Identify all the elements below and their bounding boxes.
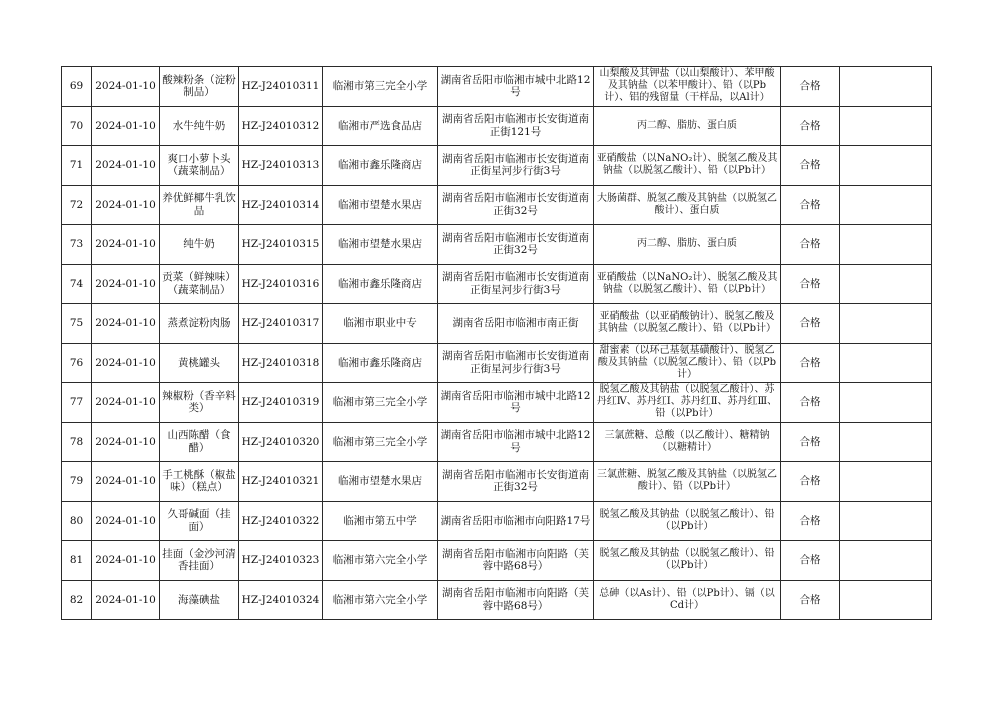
cell-result: 合格 bbox=[781, 541, 840, 581]
cell-result: 合格 bbox=[781, 462, 840, 502]
cell-remark bbox=[840, 185, 932, 225]
cell-test-items: 亚硝酸盐（以NaNO₂计）、脱氢乙酸及其钠盐（以脱氢乙酸计）、铅（以Pb计） bbox=[594, 264, 781, 304]
cell-test-items: 总砷（以As计）、铅（以Pb计）、镉（以Cd计） bbox=[594, 580, 781, 620]
table-row bbox=[62, 462, 932, 502]
cell-product-name: 水牛纯牛奶 bbox=[160, 106, 239, 146]
cell-sampling-date: 2024-01-10 bbox=[92, 541, 160, 581]
cell-product-name: 酸辣粉条（淀粉制品） bbox=[160, 67, 239, 107]
cell-product-name: 黄桃罐头 bbox=[160, 343, 239, 383]
cell-sampling-date: 2024-01-10 bbox=[92, 185, 160, 225]
cell-sample-code: HZ-J24010317 bbox=[239, 304, 323, 344]
cell-sampled-unit: 临湘市鑫乐隆商店 bbox=[323, 343, 438, 383]
cell-address: 湖南省岳阳市临湘市南正街 bbox=[438, 304, 594, 344]
cell-sampling-date: 2024-01-10 bbox=[92, 146, 160, 186]
cell-sample-code: HZ-J24010320 bbox=[239, 422, 323, 462]
cell-product-name: 蒸煮淀粉肉肠 bbox=[160, 304, 239, 344]
cell-remark bbox=[840, 225, 932, 265]
cell-product-name: 养优鲜椰牛乳饮品 bbox=[160, 185, 239, 225]
table-row bbox=[62, 146, 932, 186]
cell-result: 合格 bbox=[781, 264, 840, 304]
cell-sample-code: HZ-J24010324 bbox=[239, 580, 323, 620]
cell-remark bbox=[840, 146, 932, 186]
cell-serial-number: 69 bbox=[62, 67, 92, 107]
cell-remark bbox=[840, 304, 932, 344]
cell-sample-code: HZ-J24010315 bbox=[239, 225, 323, 265]
cell-address: 湖南省岳阳市临湘市长安街道南正街32号 bbox=[438, 185, 594, 225]
table-row bbox=[62, 501, 932, 541]
cell-sampling-date: 2024-01-10 bbox=[92, 462, 160, 502]
cell-product-name: 手工桃酥（椒盐味）（糕点） bbox=[160, 462, 239, 502]
cell-result: 合格 bbox=[781, 304, 840, 344]
cell-result: 合格 bbox=[781, 501, 840, 541]
cell-serial-number: 81 bbox=[62, 541, 92, 581]
cell-test-items: 甜蜜素（以环己基氨基磺酸计）、脱氢乙酸及其钠盐（以脱氢乙酸计）、铅（以Pb计） bbox=[594, 343, 781, 383]
cell-sampling-date: 2024-01-10 bbox=[92, 343, 160, 383]
cell-remark bbox=[840, 106, 932, 146]
cell-serial-number: 74 bbox=[62, 264, 92, 304]
cell-remark bbox=[840, 501, 932, 541]
cell-product-name: 纯牛奶 bbox=[160, 225, 239, 265]
cell-sampled-unit: 临湘市职业中专 bbox=[323, 304, 438, 344]
cell-sample-code: HZ-J24010311 bbox=[239, 67, 323, 107]
cell-serial-number: 80 bbox=[62, 501, 92, 541]
cell-sample-code: HZ-J24010323 bbox=[239, 541, 323, 581]
inspection-results-table bbox=[61, 66, 932, 620]
cell-address: 湖南省岳阳市临湘市向阳路17号 bbox=[438, 501, 594, 541]
cell-result: 合格 bbox=[781, 185, 840, 225]
cell-product-name: 海藻碘盐 bbox=[160, 580, 239, 620]
cell-sampling-date: 2024-01-10 bbox=[92, 304, 160, 344]
cell-serial-number: 71 bbox=[62, 146, 92, 186]
cell-remark bbox=[840, 422, 932, 462]
table-row bbox=[62, 541, 932, 581]
cell-sampled-unit: 临湘市第三完全小学 bbox=[323, 67, 438, 107]
cell-sample-code: HZ-J24010313 bbox=[239, 146, 323, 186]
cell-product-name: 爽口小萝卜头（蔬菜制品） bbox=[160, 146, 239, 186]
cell-sampled-unit: 临湘市第六完全小学 bbox=[323, 580, 438, 620]
cell-test-items: 亚硝酸盐（以NaNO₂计）、脱氢乙酸及其钠盐（以脱氢乙酸计）、铅（以Pb计） bbox=[594, 146, 781, 186]
table-row bbox=[62, 304, 932, 344]
cell-sampled-unit: 临湘市望楚水果店 bbox=[323, 225, 438, 265]
cell-sampled-unit: 临湘市望楚水果店 bbox=[323, 462, 438, 502]
cell-test-items: 脱氢乙酸及其钠盐（以脱氢乙酸计）、铅（以Pb计） bbox=[594, 541, 781, 581]
cell-remark bbox=[840, 580, 932, 620]
cell-serial-number: 76 bbox=[62, 343, 92, 383]
cell-sample-code: HZ-J24010316 bbox=[239, 264, 323, 304]
cell-serial-number: 72 bbox=[62, 185, 92, 225]
cell-product-name: 久哥碱面（挂面） bbox=[160, 501, 239, 541]
cell-sampling-date: 2024-01-10 bbox=[92, 580, 160, 620]
cell-sampling-date: 2024-01-10 bbox=[92, 264, 160, 304]
cell-result: 合格 bbox=[781, 422, 840, 462]
cell-sampling-date: 2024-01-10 bbox=[92, 106, 160, 146]
cell-address: 湖南省岳阳市临湘市长安街道南正街星河步行街3号 bbox=[438, 146, 594, 186]
cell-serial-number: 82 bbox=[62, 580, 92, 620]
cell-serial-number: 70 bbox=[62, 106, 92, 146]
cell-product-name: 贡菜（鲜辣味）（蔬菜制品） bbox=[160, 264, 239, 304]
cell-address: 湖南省岳阳市临湘市长安街道南正街121号 bbox=[438, 106, 594, 146]
cell-result: 合格 bbox=[781, 67, 840, 107]
cell-serial-number: 78 bbox=[62, 422, 92, 462]
cell-serial-number: 73 bbox=[62, 225, 92, 265]
cell-remark bbox=[840, 264, 932, 304]
cell-sampled-unit: 临湘市鑫乐隆商店 bbox=[323, 264, 438, 304]
cell-test-items: 脱氢乙酸及其钠盐（以脱氢乙酸计）、铅（以Pb计） bbox=[594, 501, 781, 541]
cell-sample-code: HZ-J24010312 bbox=[239, 106, 323, 146]
cell-product-name: 辣椒粉（香辛料类） bbox=[160, 383, 239, 423]
cell-result: 合格 bbox=[781, 106, 840, 146]
cell-test-items: 丙二醇、脂肪、蛋白质 bbox=[594, 106, 781, 146]
cell-address: 湖南省岳阳市临湘市长安街道南正街32号 bbox=[438, 225, 594, 265]
cell-result: 合格 bbox=[781, 225, 840, 265]
table-row bbox=[62, 383, 932, 423]
cell-sample-code: HZ-J24010318 bbox=[239, 343, 323, 383]
table-row bbox=[62, 67, 932, 107]
cell-address: 湖南省岳阳市临湘市长安街道南正街32号 bbox=[438, 462, 594, 502]
cell-product-name: 山西陈醋（食醋） bbox=[160, 422, 239, 462]
table-row bbox=[62, 225, 932, 265]
cell-sampled-unit: 临湘市望楚水果店 bbox=[323, 185, 438, 225]
table-row bbox=[62, 343, 932, 383]
cell-address: 湖南省岳阳市临湘市城中北路12号 bbox=[438, 67, 594, 107]
cell-remark bbox=[840, 343, 932, 383]
cell-address: 湖南省岳阳市临湘市向阳路（芙蓉中路68号） bbox=[438, 580, 594, 620]
cell-result: 合格 bbox=[781, 146, 840, 186]
table-body bbox=[62, 67, 932, 620]
cell-serial-number: 77 bbox=[62, 383, 92, 423]
cell-test-items: 山梨酸及其钾盐（以山梨酸计）、苯甲酸及其钠盐（以苯甲酸计）、铅（以Pb计）、铝的残留量（干样品，以Al计） bbox=[594, 67, 781, 107]
cell-address: 湖南省岳阳市临湘市长安街道南正街星河步行街3号 bbox=[438, 264, 594, 304]
cell-sample-code: HZ-J24010314 bbox=[239, 185, 323, 225]
cell-sampled-unit: 临湘市第六完全小学 bbox=[323, 541, 438, 581]
cell-sampled-unit: 临湘市第三完全小学 bbox=[323, 422, 438, 462]
cell-result: 合格 bbox=[781, 580, 840, 620]
cell-address: 湖南省岳阳市临湘市长安街道南正街星河步行街3号 bbox=[438, 343, 594, 383]
cell-test-items: 三氯蔗糖、总酸（以乙酸计）、糖精钠（以糖精计） bbox=[594, 422, 781, 462]
cell-test-items: 脱氢乙酸及其钠盐（以脱氢乙酸计）、苏丹红Ⅳ、苏丹红Ⅰ、苏丹红Ⅱ、苏丹红Ⅲ、铅（以Pb计） bbox=[594, 383, 781, 423]
cell-sampling-date: 2024-01-10 bbox=[92, 383, 160, 423]
cell-remark bbox=[840, 541, 932, 581]
cell-sampling-date: 2024-01-10 bbox=[92, 67, 160, 107]
cell-sampling-date: 2024-01-10 bbox=[92, 501, 160, 541]
cell-sampled-unit: 临湘市第三完全小学 bbox=[323, 383, 438, 423]
cell-product-name: 挂面（金沙河清香挂面） bbox=[160, 541, 239, 581]
cell-sampling-date: 2024-01-10 bbox=[92, 422, 160, 462]
cell-sample-code: HZ-J24010319 bbox=[239, 383, 323, 423]
cell-address: 湖南省岳阳市临湘市城中北路12号 bbox=[438, 422, 594, 462]
cell-test-items: 三氯蔗糖、脱氢乙酸及其钠盐（以脱氢乙酸计）、铅（以Pb计） bbox=[594, 462, 781, 502]
table-row bbox=[62, 185, 932, 225]
cell-address: 湖南省岳阳市临湘市向阳路（芙蓉中路68号） bbox=[438, 541, 594, 581]
table-row bbox=[62, 580, 932, 620]
cell-sample-code: HZ-J24010321 bbox=[239, 462, 323, 502]
cell-remark bbox=[840, 67, 932, 107]
table-row bbox=[62, 106, 932, 146]
cell-remark bbox=[840, 383, 932, 423]
table-row bbox=[62, 422, 932, 462]
cell-test-items: 亚硝酸盐（以亚硝酸钠计）、脱氢乙酸及其钠盐（以脱氢乙酸计）、铅（以Pb计） bbox=[594, 304, 781, 344]
table-row bbox=[62, 264, 932, 304]
cell-sample-code: HZ-J24010322 bbox=[239, 501, 323, 541]
cell-sampled-unit: 临湘市第五中学 bbox=[323, 501, 438, 541]
cell-test-items: 大肠菌群、脱氢乙酸及其钠盐（以脱氢乙酸计）、蛋白质 bbox=[594, 185, 781, 225]
cell-remark bbox=[840, 462, 932, 502]
cell-sampling-date: 2024-01-10 bbox=[92, 225, 160, 265]
cell-sampled-unit: 临湘市鑫乐隆商店 bbox=[323, 146, 438, 186]
cell-result: 合格 bbox=[781, 383, 840, 423]
cell-test-items: 丙二醇、脂肪、蛋白质 bbox=[594, 225, 781, 265]
cell-sampled-unit: 临湘市严选食品店 bbox=[323, 106, 438, 146]
cell-address: 湖南省岳阳市临湘市城中北路12号 bbox=[438, 383, 594, 423]
cell-serial-number: 75 bbox=[62, 304, 92, 344]
cell-result: 合格 bbox=[781, 343, 840, 383]
cell-serial-number: 79 bbox=[62, 462, 92, 502]
